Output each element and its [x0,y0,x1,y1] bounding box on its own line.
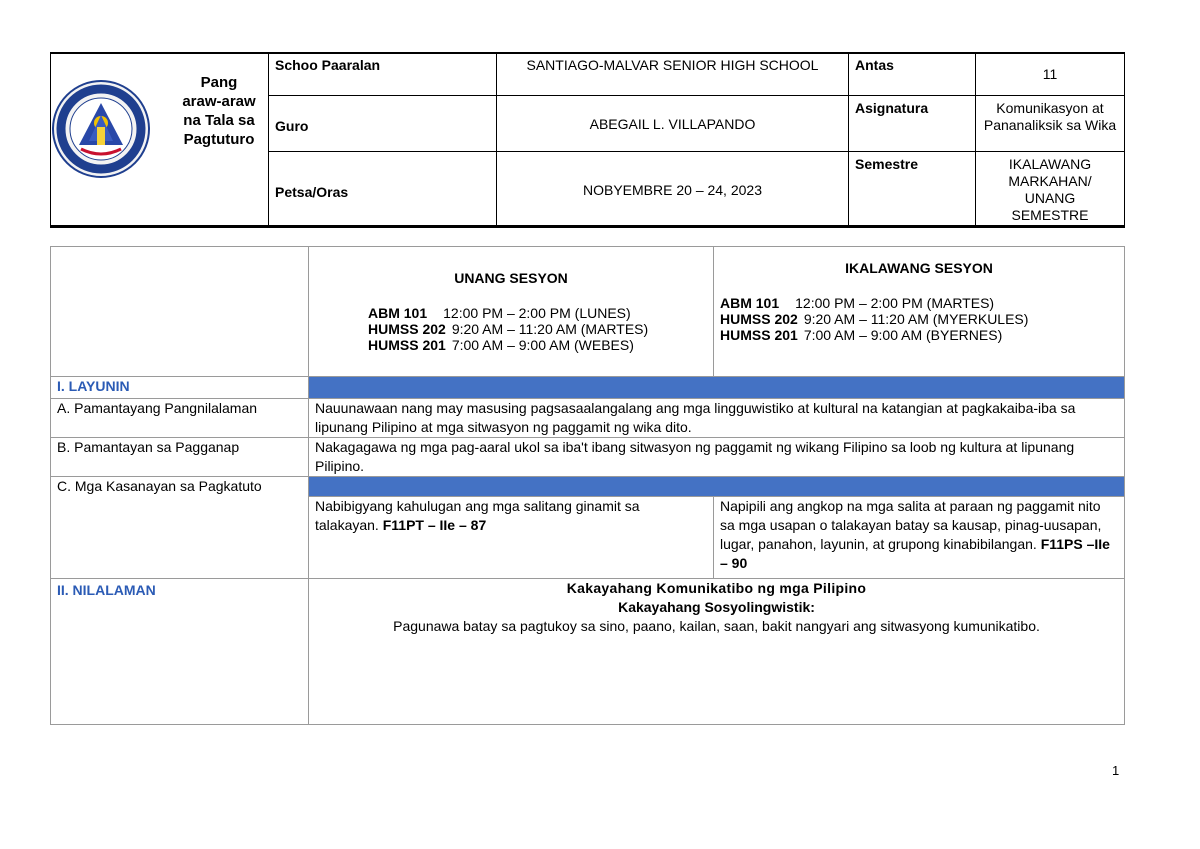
schedule-row: HUMSS 201 7:00 AM – 9:00 AM (WEBES) [368,337,634,353]
schedule-row: HUMSS 202 9:20 AM – 11:20 AM (MARTES) [368,321,649,337]
title-line-3: na Tala sa [183,112,255,129]
document-title [169,73,269,149]
lesson-table [50,246,1125,725]
blue-band [309,377,1125,399]
schedule-row: HUMSS 202 9:20 AM – 11:20 AM (MYERKULES) [720,311,1029,327]
competency-first-code: F11PT – IIe – 87 [382,517,487,533]
performance-standard-label: B. Pamantayan sa Pagganap [51,438,309,477]
nilalaman-line-2: Kakayahang Sosyolingwistik: [618,599,815,615]
title-line-4: Pagtuturo [183,131,255,148]
teacher-label: Guro [269,96,497,152]
school-label: Schoo Paaralan [269,53,497,96]
session-row [51,247,1125,377]
deped-seal-icon [51,79,151,179]
layunin-heading: I. LAYUNIN [51,377,309,399]
teacher-value: ABEGAIL L. VILLAPANDO [497,96,849,152]
competency-second-code: F11PS –IIe – 90 [720,536,1110,571]
blue-band [309,477,1125,497]
first-session-schedule [315,305,707,353]
subject-label: Asignatura [849,96,976,152]
empty-cell [51,247,309,377]
competency-second [714,497,1125,579]
subject-value: Komunikasyon at Pananaliksik sa Wika [976,96,1125,152]
semester-value: IKALAWANG MARKAHAN/ UNANG SEMESTRE [976,152,1125,228]
nilalaman-line-1: Kakayahang Komunikatibo ng mga Pilipino [566,580,867,596]
competency-first [309,497,714,579]
date-label: Petsa/Oras [269,152,497,228]
schedule-row: HUMSS 201 7:00 AM – 9:00 AM (BYERNES) [720,327,1003,343]
schedule-row: ABM 101 12:00 PM – 2:00 PM (LUNES) [368,305,631,321]
nilalaman-content [309,579,1125,725]
content-standard-text: Nauunawaan nang may masusing pagsasaalangalang ang mga lingguwistiko at kultural na katangian at pagkakaiba-iba sa lipunang Pilipino at mga sitwasyon ng paggamit ng wika dito. [309,399,1125,438]
title-line-1: Pang [200,74,238,91]
page-number: 1 [1112,763,1120,778]
header-table [50,52,1125,228]
first-session-cell [309,247,714,377]
performance-standard-text: Nakagagawa ng mga pag-aaral ukol sa iba't ibang sitwasyon ng paggamit ng wikang Filipino sa loob ng kultura at lipunang Pilipino. [309,438,1125,477]
second-session-title: IKALAWANG SESYON [845,260,993,276]
level-label: Antas [849,53,976,96]
date-value: NOBYEMBRE 20 – 24, 2023 [497,152,849,228]
competency-first-text: Nabibigyang kahulugan ang mga salitang ginamit sa talakayan. [315,498,640,533]
first-session-title: UNANG SESYON [454,270,568,286]
level-value: 11 [976,53,1125,96]
competency-second-text: Napipili ang angkop na mga salita at paraan ng paggamit nito sa mga usapan o talakayan batay sa kausap, pinag-uusapan, lugar, panahon, layunin, at grupong kinabibilangan. [720,498,1102,552]
content-standard-label: A. Pamantayang Pangnilalaman [51,399,309,438]
nilalaman-line-3: Pagunawa batay sa pagtukoy sa sino, paano, kailan, saan, bakit nangyari ang sitwasyong kumunikatibo. [393,618,1040,634]
schedule-row: ABM 101 12:00 PM – 2:00 PM (MARTES) [720,295,995,311]
nilalaman-heading: II. NILALAMAN [51,579,309,725]
second-session-cell [714,247,1125,377]
competency-label: C. Mga Kasanayan sa Pagkatuto [51,477,309,579]
title-line-2: araw-araw [182,93,256,110]
school-value: SANTIAGO-MALVAR SENIOR HIGH SCHOOL [497,53,849,96]
logo-title-cell [51,53,269,228]
second-session-schedule [720,295,1118,343]
semester-label: Semestre [849,152,976,228]
